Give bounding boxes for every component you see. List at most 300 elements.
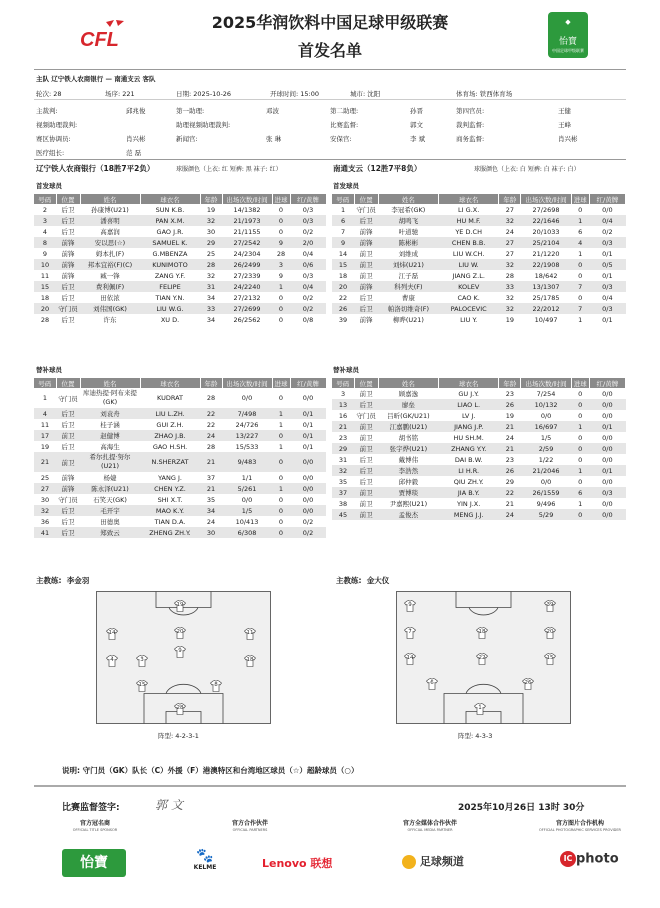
- jersey-name: CAO K.: [457, 293, 480, 302]
- cards: 0/1: [589, 465, 625, 476]
- jersey-number: 3: [140, 657, 144, 663]
- cards: 0/3: [302, 205, 314, 214]
- cards: 0/0: [602, 205, 613, 214]
- appearances: 21/1973: [222, 215, 272, 226]
- jersey-name: N.SHERZAT: [140, 452, 200, 472]
- player-row: [332, 399, 626, 410]
- player-age: 28: [206, 442, 216, 451]
- cards: 0/4: [589, 215, 625, 226]
- jersey-name: KUNIMOTO: [140, 259, 200, 270]
- appearances: 6/308: [222, 527, 272, 538]
- sponsor-label-media: 官方全媒体合作伙伴: [402, 820, 457, 827]
- goals: 7: [571, 303, 589, 314]
- goals: 0: [578, 455, 583, 464]
- player-name: 杨婕: [103, 474, 117, 482]
- player-name: 叶道驰: [398, 228, 419, 236]
- round-info: 轮次: 28: [36, 90, 62, 98]
- player-age: 24: [505, 433, 514, 442]
- player-position: 前卫: [354, 443, 378, 454]
- column-header: 位置: [354, 194, 378, 204]
- goals: 0: [278, 315, 284, 324]
- player-row: [34, 215, 326, 226]
- jersey-number: 15: [546, 655, 554, 661]
- player-name: 邱仲毅: [398, 478, 419, 486]
- cards: 0/0: [302, 495, 314, 504]
- player-position: 前卫: [354, 487, 378, 498]
- jersey-name: YIN J.X.: [457, 499, 481, 508]
- home-coach: 主教练: 李金羽: [36, 576, 90, 585]
- cards: 0/2: [290, 303, 326, 314]
- player-number: 35: [338, 477, 348, 486]
- column-header: 球衣名: [140, 194, 200, 204]
- player-age: 28: [206, 394, 216, 402]
- player-number: 8: [34, 237, 56, 248]
- player-age: 25: [206, 249, 216, 258]
- player-position: 后卫: [354, 303, 378, 314]
- player-number: 29: [332, 443, 354, 454]
- player-name: 江子磊: [398, 272, 419, 280]
- player-name: 胡书铭: [398, 434, 419, 442]
- appearances: 26/2499: [222, 259, 272, 270]
- goals: 0: [578, 411, 583, 420]
- player-age: 28: [505, 271, 514, 280]
- appearances: 0/0: [241, 495, 253, 504]
- player-row: [34, 248, 326, 259]
- player-position: 前卫: [354, 421, 378, 432]
- player-row: [332, 259, 626, 270]
- column-header: 年龄: [499, 378, 521, 388]
- player-number: 21: [34, 452, 56, 472]
- player-age: 33: [200, 303, 222, 314]
- city: 城市: 沈阳: [350, 90, 381, 98]
- official-value: 肖兴彬: [126, 135, 146, 143]
- player-row: [332, 443, 626, 454]
- player-number: 39: [338, 315, 348, 324]
- player-position: 前锋: [359, 316, 373, 324]
- jersey-icon: [404, 627, 416, 639]
- goals: 4: [571, 237, 589, 248]
- player-row: [34, 204, 326, 215]
- jersey-name: GU J.Y.: [458, 389, 479, 398]
- player-position: 前锋: [56, 259, 80, 270]
- jersey-icon: [474, 703, 486, 715]
- player-row: [332, 204, 626, 215]
- jersey-name: LIU Y.: [460, 315, 478, 324]
- appearances: 15/533: [235, 442, 259, 451]
- column-header: 号码: [34, 194, 56, 204]
- jersey-icon: [174, 600, 186, 612]
- player-position: 后卫: [56, 408, 80, 419]
- player-age: 29: [200, 237, 222, 248]
- column-header: 出场次数/时间: [521, 194, 571, 204]
- official-label: 第二助理:: [330, 107, 359, 115]
- appearances: 5/29: [521, 509, 571, 520]
- home-starters-table: [34, 194, 327, 325]
- column-header: 年龄: [499, 194, 521, 204]
- column-header: 进球: [571, 378, 589, 388]
- jersey-icon: [544, 653, 556, 665]
- player-row: [332, 215, 626, 226]
- player-name: 石笑天(GK): [93, 496, 127, 504]
- player-number: 2: [42, 205, 48, 214]
- player-position: 前锋: [354, 281, 378, 292]
- player-age: 26: [499, 465, 521, 476]
- goals: 1: [578, 249, 583, 258]
- player-row: [34, 430, 326, 441]
- jersey-name: YE D.CH: [455, 227, 482, 236]
- player-row: [34, 483, 326, 494]
- jersey-number: 14: [406, 655, 414, 661]
- player-age: 32: [499, 303, 521, 314]
- official-label: 比赛监督:: [330, 121, 359, 129]
- ic-photo-logo: IC photo: [560, 851, 619, 867]
- goals: 0: [578, 293, 583, 302]
- goals: 3: [272, 259, 290, 270]
- legend: 说明: 守门员（GK）队长（C）外援（F）港澳特区和台湾地区球员（☆）超龄球员（○）: [62, 766, 359, 775]
- player-row: [34, 516, 326, 527]
- jersey-number: 6: [430, 680, 434, 686]
- official-label: 安保官:: [330, 135, 352, 143]
- appearances: 26/2562: [233, 315, 261, 324]
- official-value: 张 琳: [266, 135, 282, 143]
- jersey-icon: [136, 655, 148, 667]
- player-row: [332, 270, 626, 281]
- player-age: 32: [206, 271, 216, 280]
- goals: 0: [578, 389, 583, 398]
- goals: 1: [278, 442, 284, 451]
- player-row: [332, 410, 626, 421]
- goals: 1: [571, 215, 589, 226]
- kelme-logo-text: KELME: [193, 864, 217, 871]
- cards: 0/3: [589, 303, 625, 314]
- player-name: 刘袁舟: [80, 408, 140, 419]
- player-number: 22: [338, 293, 348, 302]
- player-name: 许东: [103, 316, 117, 324]
- player-row: [332, 248, 626, 259]
- column-header: 位置: [56, 378, 80, 388]
- kelme-paw-icon: 🐾: [196, 848, 214, 864]
- goals: 1: [571, 465, 589, 476]
- goals: 0: [278, 205, 284, 214]
- player-number: 3: [340, 389, 346, 398]
- sponsor-sub-photo: OFFICIAL PHOTOGRAPHIC SERVICES PROVIDER: [539, 828, 621, 832]
- jersey-number: 8: [214, 682, 218, 688]
- player-row: [332, 281, 626, 292]
- player-row: [332, 292, 626, 303]
- player-position: 守门员: [356, 206, 376, 214]
- jersey-icon: [426, 678, 438, 690]
- appearances: 24/2304: [233, 249, 261, 258]
- player-row: [332, 388, 626, 399]
- player-age: 31: [200, 281, 222, 292]
- jersey-icon: [174, 646, 186, 658]
- player-number: 1: [340, 205, 346, 214]
- cards: 0/5: [589, 259, 625, 270]
- goals: 6: [578, 227, 583, 236]
- home-subs-label: 替补球员: [36, 366, 62, 374]
- appearances: 25/2104: [521, 237, 571, 248]
- column-header: 球衣名: [439, 194, 499, 204]
- player-age: 27: [505, 205, 514, 214]
- player-name: 田依浓: [100, 294, 120, 302]
- player-position: 后卫: [61, 206, 75, 214]
- player-row: [34, 408, 326, 419]
- player-number: 20: [34, 303, 56, 314]
- jersey-name: PALOCEVIC: [439, 303, 499, 314]
- jersey-name: LIU L.ZH.: [140, 408, 200, 419]
- player-row: [332, 237, 626, 248]
- player-age: 32: [499, 215, 521, 226]
- sponsor-label-title: 官方冠名商: [79, 820, 110, 827]
- player-position: 前锋: [61, 272, 75, 280]
- column-header: 红/黄牌: [589, 194, 625, 204]
- appearances: 27/2542: [222, 237, 272, 248]
- official-label: 视频助理裁判:: [36, 121, 78, 129]
- official-value: 王健: [558, 107, 571, 115]
- timestamp: 2025年10月26日 13时 30分: [458, 803, 585, 813]
- jersey-number: 28: [176, 705, 184, 711]
- player-age: 21: [499, 421, 521, 432]
- player-row: [34, 505, 326, 516]
- cards: 0/3: [302, 271, 314, 280]
- player-row: [34, 237, 326, 248]
- goals: 0: [278, 394, 284, 402]
- jersey-icon: [544, 627, 556, 639]
- player-number: 36: [40, 517, 50, 526]
- goals: 0: [578, 205, 583, 214]
- goals: 1: [272, 281, 290, 292]
- player-row: [332, 314, 626, 325]
- cards: 0/2: [302, 293, 314, 302]
- player-number: 21: [332, 421, 354, 432]
- away-starters-table: [332, 194, 626, 325]
- goals: 1: [272, 483, 290, 494]
- player-row: [34, 270, 326, 281]
- jersey-name: GAO H.SH.: [152, 442, 188, 451]
- yibao-logo: 怡寶: [62, 849, 126, 877]
- player-number: 31: [338, 455, 348, 464]
- jersey-name: ZHENG ZH.Y.: [140, 527, 200, 538]
- jersey-number: 18: [478, 629, 486, 635]
- cards: 0/1: [290, 430, 326, 441]
- jersey-number: 20: [176, 629, 184, 635]
- appearances: 22/1646: [521, 215, 571, 226]
- appearances: 1/22: [538, 455, 554, 464]
- player-position: 后卫: [359, 456, 373, 464]
- goals: 1: [278, 420, 284, 429]
- cards: 0/0: [602, 455, 613, 464]
- player-name: 库迪热提·阿布来提(GK): [82, 389, 138, 406]
- appearances: 26/1559: [521, 487, 571, 498]
- cards: 0/0: [290, 505, 326, 516]
- cards: 0/0: [290, 483, 326, 494]
- appearances: 21/1155: [233, 227, 261, 236]
- column-header: 红/黄牌: [290, 194, 326, 204]
- jersey-name: SUN K.B.: [155, 205, 185, 214]
- away-coach: 主教练: 金大仪: [336, 576, 390, 585]
- cards: 0/0: [602, 389, 613, 398]
- player-number: 7: [340, 227, 346, 236]
- goals: 0: [272, 527, 290, 538]
- player-number: 1: [42, 394, 48, 402]
- player-age: 22: [200, 408, 222, 419]
- official-label: 裁判监督:: [456, 121, 485, 129]
- home-starting-label: 首发球员: [36, 182, 62, 190]
- jersey-icon: [174, 703, 186, 715]
- player-position: 后卫: [354, 465, 378, 476]
- appearances: 27/2698: [532, 205, 560, 214]
- appearances: 5/261: [222, 483, 272, 494]
- player-name: 顾嘉逸: [398, 390, 419, 398]
- goals: 0: [272, 303, 290, 314]
- player-number: 11: [40, 420, 50, 429]
- sponsor-sub-media: OFFICIAL MEDIA PARTNER: [407, 828, 453, 832]
- player-position: 后卫: [56, 527, 80, 538]
- jersey-icon: [244, 655, 256, 667]
- player-number: 38: [338, 499, 348, 508]
- cards: 0/3: [589, 237, 625, 248]
- player-row: [34, 314, 326, 325]
- jersey-name: KUDRAT: [156, 394, 184, 402]
- player-position: 前卫: [359, 390, 373, 398]
- jersey-icon: [136, 680, 148, 692]
- cards: 2/0: [290, 237, 326, 248]
- goals: 0: [278, 495, 284, 504]
- match-number: 场序: 221: [105, 90, 135, 98]
- column-header: 红/黄牌: [589, 378, 625, 388]
- appearances: 7/254: [536, 389, 556, 398]
- player-age: 24: [206, 517, 216, 526]
- cards: 0/1: [302, 420, 314, 429]
- player-age: 35: [206, 495, 216, 504]
- home-team-name: 辽宁铁人农商银行（18胜7平2负）: [36, 164, 155, 173]
- player-name: 邦本宜裕(F)(C): [80, 259, 140, 270]
- appearances: 21/1220: [532, 249, 560, 258]
- jersey-name: SAMUEL K.: [140, 237, 200, 248]
- cards: 0/0: [589, 399, 625, 410]
- home-kit-colors: 球服颜色（上衣: 红 短裤: 黑 袜子: 红）: [176, 166, 282, 173]
- cards: 0/0: [290, 452, 326, 472]
- cards: 0/2: [302, 517, 314, 526]
- player-age: 30: [200, 527, 222, 538]
- appearances: 0/0: [540, 411, 552, 420]
- jersey-number: 1: [478, 705, 482, 711]
- jersey-name: KOLEV: [439, 281, 499, 292]
- official-label: 商务监督:: [456, 135, 485, 143]
- player-name: 胡鸣飞: [378, 215, 438, 226]
- goals: 6: [571, 487, 589, 498]
- goals: 0: [272, 505, 290, 516]
- player-name: 柳晔(U21): [392, 316, 424, 324]
- column-header: 姓名: [80, 194, 140, 204]
- jersey-number: 15: [138, 682, 146, 688]
- player-age: 24: [200, 430, 222, 441]
- player-age: 22: [206, 420, 216, 429]
- goals: 28: [276, 249, 286, 258]
- sponsor-label-photo: 官方图片合作机构: [555, 820, 604, 827]
- column-header: 姓名: [80, 378, 140, 388]
- official-value: 邓波: [266, 107, 279, 115]
- column-header: 姓名: [378, 194, 438, 204]
- cards: 0/1: [290, 408, 326, 419]
- cards: 0/1: [302, 442, 314, 451]
- appearances: 13/1307: [521, 281, 571, 292]
- player-position: 后卫: [354, 215, 378, 226]
- appearances: 22/2012: [521, 303, 571, 314]
- goals: 9: [278, 271, 284, 280]
- player-name: 孙康博(U21): [91, 206, 129, 214]
- column-header: 年龄: [200, 378, 222, 388]
- jersey-name: LIU W.G.: [140, 303, 200, 314]
- match-date: 日期: 2025-10-26: [176, 90, 232, 98]
- official-value: 王峰: [558, 121, 571, 129]
- player-number: 18: [40, 293, 50, 302]
- player-position: 后卫: [61, 421, 75, 429]
- player-age: 32: [505, 293, 514, 302]
- jersey-name: CHEN Y.Z.: [140, 483, 200, 494]
- player-number: 9: [332, 237, 354, 248]
- player-position: 前卫: [359, 250, 373, 258]
- player-number: 32: [34, 505, 56, 516]
- player-number: 15: [332, 259, 354, 270]
- player-age: 34: [200, 505, 222, 516]
- jersey-number: 9: [408, 602, 412, 608]
- appearances: 27/2339: [233, 271, 261, 280]
- goals: 0: [278, 293, 284, 302]
- cards: 0/1: [602, 249, 613, 258]
- jersey-name: G.MBENZA: [152, 249, 188, 258]
- jersey-name: DAI B.W.: [454, 455, 483, 464]
- home-subs-table: [34, 378, 327, 538]
- player-number: 20: [332, 281, 354, 292]
- player-number: 30: [40, 495, 50, 504]
- cards: 0/1: [602, 271, 613, 280]
- player-position: 前卫: [354, 509, 378, 520]
- appearances: 2/59: [521, 443, 571, 454]
- column-header: 出场次数/时间: [222, 378, 272, 388]
- cards: 0/0: [602, 411, 613, 420]
- player-age: 30: [206, 227, 216, 236]
- kickoff-time: 开球时间: 15:00: [270, 90, 320, 98]
- goals: 0: [578, 271, 583, 280]
- cards: 0/3: [589, 281, 625, 292]
- player-number: 3: [34, 215, 56, 226]
- player-number: 13: [332, 399, 354, 410]
- player-age: 27: [499, 237, 521, 248]
- player-row: [34, 259, 326, 270]
- appearances: 1/5: [222, 505, 272, 516]
- player-position: 前卫: [359, 272, 373, 280]
- player-name: 张宇烨(U21): [378, 443, 438, 454]
- cards: 0/0: [602, 477, 613, 486]
- player-age: 19: [505, 315, 514, 324]
- jersey-name: LI G.X.: [458, 205, 480, 214]
- player-name: 江嘉鹏(U21): [378, 421, 438, 432]
- player-number: 4: [42, 227, 48, 236]
- football-channel-logo: 足球频道: [402, 853, 464, 869]
- jersey-icon: [544, 600, 556, 612]
- appearances: 14/1382: [233, 205, 261, 214]
- title-sponsor-logo-sub: 中国足球甲级联赛: [552, 48, 584, 53]
- jersey-name: GAO J.R.: [156, 227, 184, 236]
- player-position: 前锋: [56, 483, 80, 494]
- player-position: 后卫: [61, 443, 75, 451]
- player-row: [332, 487, 626, 498]
- jersey-icon: [476, 627, 488, 639]
- cards: 0/0: [302, 473, 314, 482]
- jersey-name: TIAN D.A.: [154, 517, 186, 526]
- cards: 0/2: [290, 527, 326, 538]
